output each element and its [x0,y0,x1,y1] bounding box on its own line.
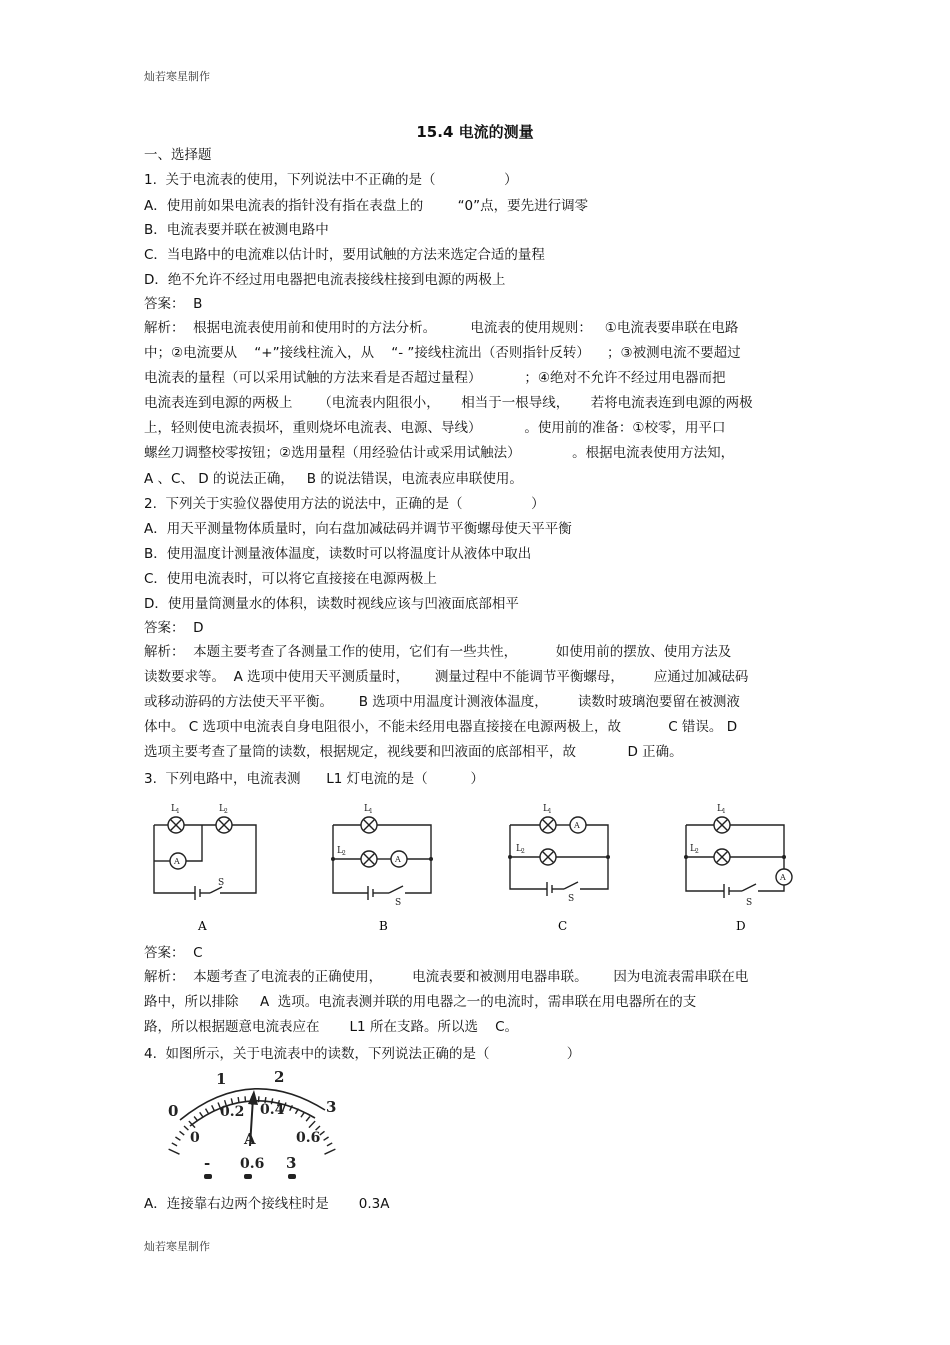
svg-text:S: S [568,894,575,904]
svg-text:2: 2 [521,848,525,855]
dial-tick [175,1137,180,1140]
document-title: 15.4 电流的测量 [416,123,534,141]
ammeter-dial [160,1068,350,1183]
q1-option-a: A．使用前如果电流表的指针没有指在表盘上的 “0”点，要先进行调零 [144,198,589,214]
q3-answer: 答案： C [144,945,203,961]
svg-text:L: L [717,804,723,814]
svg-text:S: S [218,878,225,888]
q2-option-a: A．用天平测量物体质量时，向右盘加减砝码并调节平衡螺母使天平平衡 [144,521,572,537]
q2-option-d: D．使用量筒测量水的体积，读数时视线应该与凹液面底部相平 [144,596,519,612]
dial-tick [320,1131,325,1135]
svg-text:L: L [171,804,177,814]
dial-tick [169,1149,180,1154]
svg-text:L: L [364,804,370,814]
q2-answer: 答案： D [144,620,204,636]
terminal-label: - [204,1154,211,1172]
q1-analysis-line: 上，轻则使电流表损坏，重则烧坏电流表、电源、导线） 。使用前的准备：①校零，用平口 [144,420,726,436]
dial-tick [324,1137,329,1140]
q1-option-b: B．电流表要并联在被测电路中 [144,222,329,238]
svg-text:A: A [174,857,180,866]
svg-text:1: 1 [722,808,726,815]
q1-option-d: D．绝不允许不经过用电器把电流表接线柱接到电源的两极上 [144,272,506,288]
svg-text:A: A [395,855,401,864]
dial-tick [194,1117,198,1122]
terminal-label: 3 [286,1154,297,1172]
circuit-caption-a: A [198,919,207,933]
dial-tick [301,1112,304,1117]
circuit-figures [140,795,820,935]
dial-tick [180,1131,185,1135]
question-2: 2. 下列关于实验仪器使用方法的说法中，正确的是（ ） [144,496,545,512]
question-1: 1. 关于电流表的使用，下列说法中不正确的是（ ） [144,172,518,188]
q3-analysis-line: 路，所以根据题意电流表应在 L1 所在支路。所以选 C。 [144,1019,519,1035]
page-header: 灿若寒星制作 [144,70,210,83]
q2-analysis-line: 解析： 本题主要考查了各测量工作的使用，它们有一些共性， 如使用前的摆放、使用方法及 [144,644,732,660]
svg-text:2: 2 [342,850,346,857]
q1-analysis-line: 螺丝刀调整校零按钮；②选用量程（用经验估计或采用试触法） 。根据电流表使用方法知， [144,445,735,461]
q2-analysis-line: 读数要求等。 A 选项中使用天平测质量时， 测量过程中不能调节平衡螺母， 应通过加减砝码 [144,669,749,685]
bottom-scale-label: 0 [190,1130,200,1146]
q2-analysis-line: 选项主要考查了量筒的读数，根据规定，视线要和凹液面的底部相平，故 D 正确。 [144,744,683,760]
q1-answer: 答案： B [144,296,203,312]
unit-label: A [244,1130,256,1148]
dial-tick [309,1121,315,1128]
circuit-d [680,795,810,935]
svg-text:L: L [543,804,549,814]
dial-tick [327,1143,332,1146]
dial-tick [238,1097,239,1103]
q4-option-a: A．连接靠右边两个接线柱时是 0.3A [144,1196,390,1212]
circuit-b [323,795,453,935]
circuit-caption-c: C [558,919,568,933]
svg-text:L: L [690,844,696,854]
question-3: 3. 下列电路中，电流表测 L1 灯电流的是（ ） [144,771,485,787]
svg-text:L: L [219,804,225,814]
svg-text:2: 2 [695,848,699,855]
circuit-c [502,795,632,935]
circuit-a [140,795,270,935]
q1-analysis-line: A 、C、 D 的说法正确， B 的说法错误，电流表应串联使用。 [144,471,523,487]
top-scale-label: 3 [326,1098,337,1116]
svg-text:1: 1 [548,808,552,815]
q3-analysis-line: 解析： 本题考查了电流表的正确使用， 电流表要和被测用电器串联。 因为电流表需串联在电 [144,969,749,985]
svg-text:S: S [746,898,753,908]
q2-analysis-line: 或移动游码的方法使天平平衡。 B 选项中用温度计测液体温度， 读数时玻璃泡要留在被测液 [144,694,740,710]
bottom-scale-label: 0.4 [260,1102,285,1118]
question-4: 4. 如图所示，关于电流表中的读数，下列说法正确的是（ ） [144,1046,581,1062]
section-heading: 一、选择题 [144,147,212,163]
q3-analysis-line: 路中，所以排除 A 选项。电流表测并联的用电器之一的电流时，需串联在用电器所在的支 [144,994,697,1010]
svg-text:S: S [395,898,402,908]
page-footer: 灿若寒星制作 [144,1240,210,1253]
dial-tick [212,1105,215,1110]
top-scale-label: 0 [168,1102,179,1120]
q1-option-c: C．当电路中的电流难以估计时，要用试触的方法来选定合适的量程 [144,247,545,263]
circuit-caption-d: D [736,919,746,933]
q2-analysis-line: 体中。 C 选项中电流表自身电阻很小，不能未经用电器直接接在电源两极上，故 C 错误。 D [144,719,738,735]
dial-tick [306,1117,310,1122]
dial-tick [200,1112,203,1117]
circuit-caption-b: B [379,919,388,933]
bottom-scale-label: 0.6 [296,1130,321,1146]
dial-tick [325,1149,336,1154]
top-scale-label: 2 [274,1068,285,1086]
dial-tick [206,1109,209,1114]
dial-tick [184,1126,188,1130]
svg-text:1: 1 [176,808,180,815]
svg-text:A: A [780,873,786,882]
svg-text:1: 1 [369,808,373,815]
svg-text:A: A [574,821,580,830]
svg-text:L: L [516,844,522,854]
svg-text:2: 2 [224,808,228,815]
terminal-label: 0.6 [240,1156,265,1172]
bottom-scale-label: 0.2 [220,1104,245,1120]
q1-analysis-line: 电流表的量程（可以采用试触的方法来看是否超过量程） ；④绝对不允许不经过用电器而把 [144,370,726,386]
dial-tick [172,1143,177,1146]
q1-analysis-line: 中；②电流要从 “+”接线柱流入，从 “- ”接线柱流出（否则指针反转） ；③被测电流不要超过 [144,345,741,361]
q2-option-b: B．使用温度计测量液体温度，读数时可以将温度计从液体中取出 [144,546,532,562]
top-scale-label: 1 [216,1070,227,1088]
q1-analysis-line: 解析： 根据电流表使用前和使用时的方法分析。 电流表的使用规则： ①电流表要串联在电路 [144,320,739,336]
q1-analysis-line: 电流表连到电源的两极上 （电流表内阻很小， 相当于一根导线， 若将电流表连到电源的两极 [144,395,753,411]
svg-text:L: L [337,846,343,856]
q2-option-c: C．使用电流表时，可以将它直接接在电源两极上 [144,571,437,587]
